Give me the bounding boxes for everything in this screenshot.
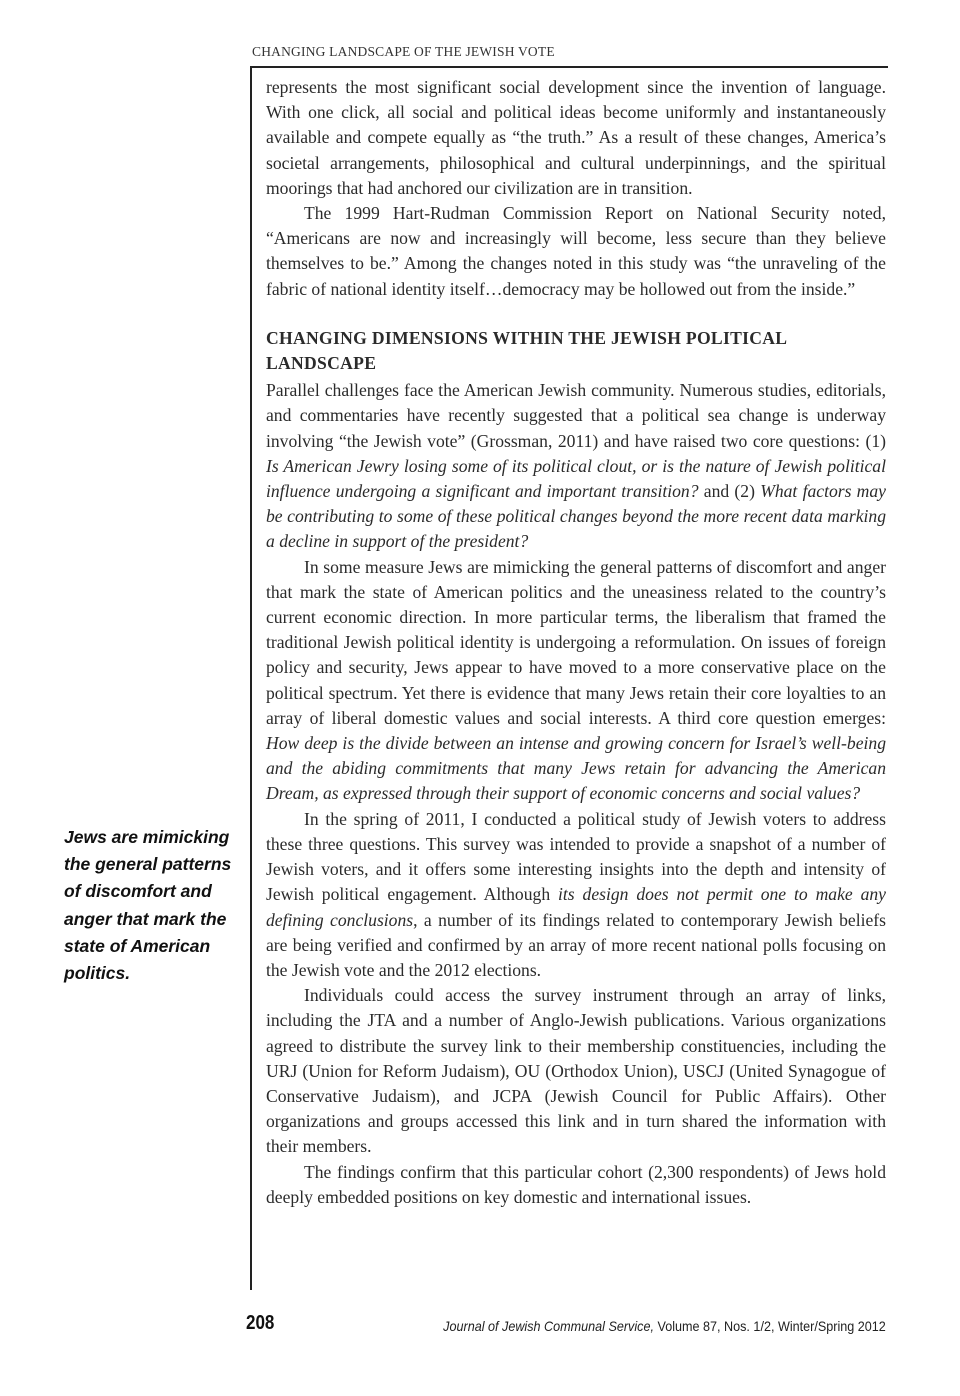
running-head: CHANGING LANDSCAPE OF THE JEWISH VOTE [252,44,555,59]
paragraph [266,555,886,807]
paragraph-text: and (2) [698,481,761,502]
paragraph: represents the most significant social development since the invention of language. With one click, all social and political ideas become uniformly and instantaneously available and compete equally as “the truth.” As a result of these changes, America’s societal arrangements, philosophical and cultural underpinnings, and the spiritual moorings that had anchored our civilization are in transition. [266,77,886,198]
paragraph: The 1999 Hart-Rudman Commission Report on National Security noted, “Americans are now and increasingly will become, less secure than they believe themselves to be.” Among the changes noted in this study was “the unraveling of the fabric of national identity itself…democracy may be hollowed out from the inside.” [266,203,886,299]
paragraph-text: , a number of its findings related to contemporary Jewish beliefs are being verified and confirmed by an array of more recent national polls focusing on the Jewish vote and the 2012 elections. [266,909,887,980]
paragraph [266,378,886,554]
top-rule [250,66,888,68]
question-two: What factors may be contributing to some of these political changes beyond the more recent data marking a decline in support of the president? [266,481,886,552]
paragraph-text: In some measure Jews are mimicking the general patterns of discomfort and anger that mark the state of American politics and the uneasiness related to the country’s current economic direction. In more particular terms, the liberalism that framed the traditional Jewish political identity is undergoing a reformulation. On issues of foreign policy and security, Jews appear to have moved to a more conservative place on the political spectrum. Yet there is evidence that many Jews retain their core loyalties to an array of liberal domestic values and social interests. A third core question emerges: [266,556,886,728]
question-three: How deep is the divide between an intense and growing concern for Israel’s well-being and the abiding commitments that many Jews retain for advancing the American Dream, as expressed through their support of economic concerns and social values? [266,733,886,804]
paragraph-text: Parallel challenges face the American Jewish community. Numerous studies, editorials, and commentaries have recently suggested that a political sea change is underway involving “the Jewish vote” (Grossman, 2011) and have raised two core questions: (1) [266,380,886,451]
paragraph: Individuals could access the survey instrument through an array of links, including the JTA and a number of Anglo-Jewish publications. Various organizations agreed to distribute the survey link to their membership constituencies, including the URJ (Union for Reform Judaism), OU (Orthodox Union), USCJ (United Synagogue of Conservative Judaism), and JCPA (Jewish Council for Public Affairs). Other organizations and groups accessed this link and in turn shared the information with their members. [266,985,886,1157]
paragraph [266,807,886,983]
left-column-rule [250,66,252,1290]
footer-citation [443,1318,886,1334]
paragraph-text: In the spring of 2011, I conducted a political study of Jewish voters to address these three questions. This survey was intended to provide a snapshot of a number of Jewish voters, and it offers some interesting insights into the depth and intensity of Jewish political engagement. Although [266,808,886,905]
pull-quote: Jews are mimicking the general patterns of discomfort and anger that mark the state of American politics. [64,827,232,984]
emphasis: its design does not permit one to make any defining conclusions [266,884,886,930]
section-heading: CHANGING DIMENSIONS WITHIN THE JEWISH POLITICAL LANDSCAPE [266,327,787,374]
page-number: 208 [246,1312,275,1334]
issue-info: Volume 87, Nos. 1/2, Winter/Spring 2012 [654,1318,886,1334]
question-one: Is American Jewry losing some of its political clout, or is the nature of Jewish political influence undergoing a significant and important transition? [266,455,886,502]
article-body [266,75,886,1210]
paragraph: The findings confirm that this particular cohort (2,300 respondents) of Jews hold deeply embedded positions on key domestic and international issues. [266,1161,886,1207]
journal-title: Journal of Jewish Communal Service, [443,1318,655,1334]
